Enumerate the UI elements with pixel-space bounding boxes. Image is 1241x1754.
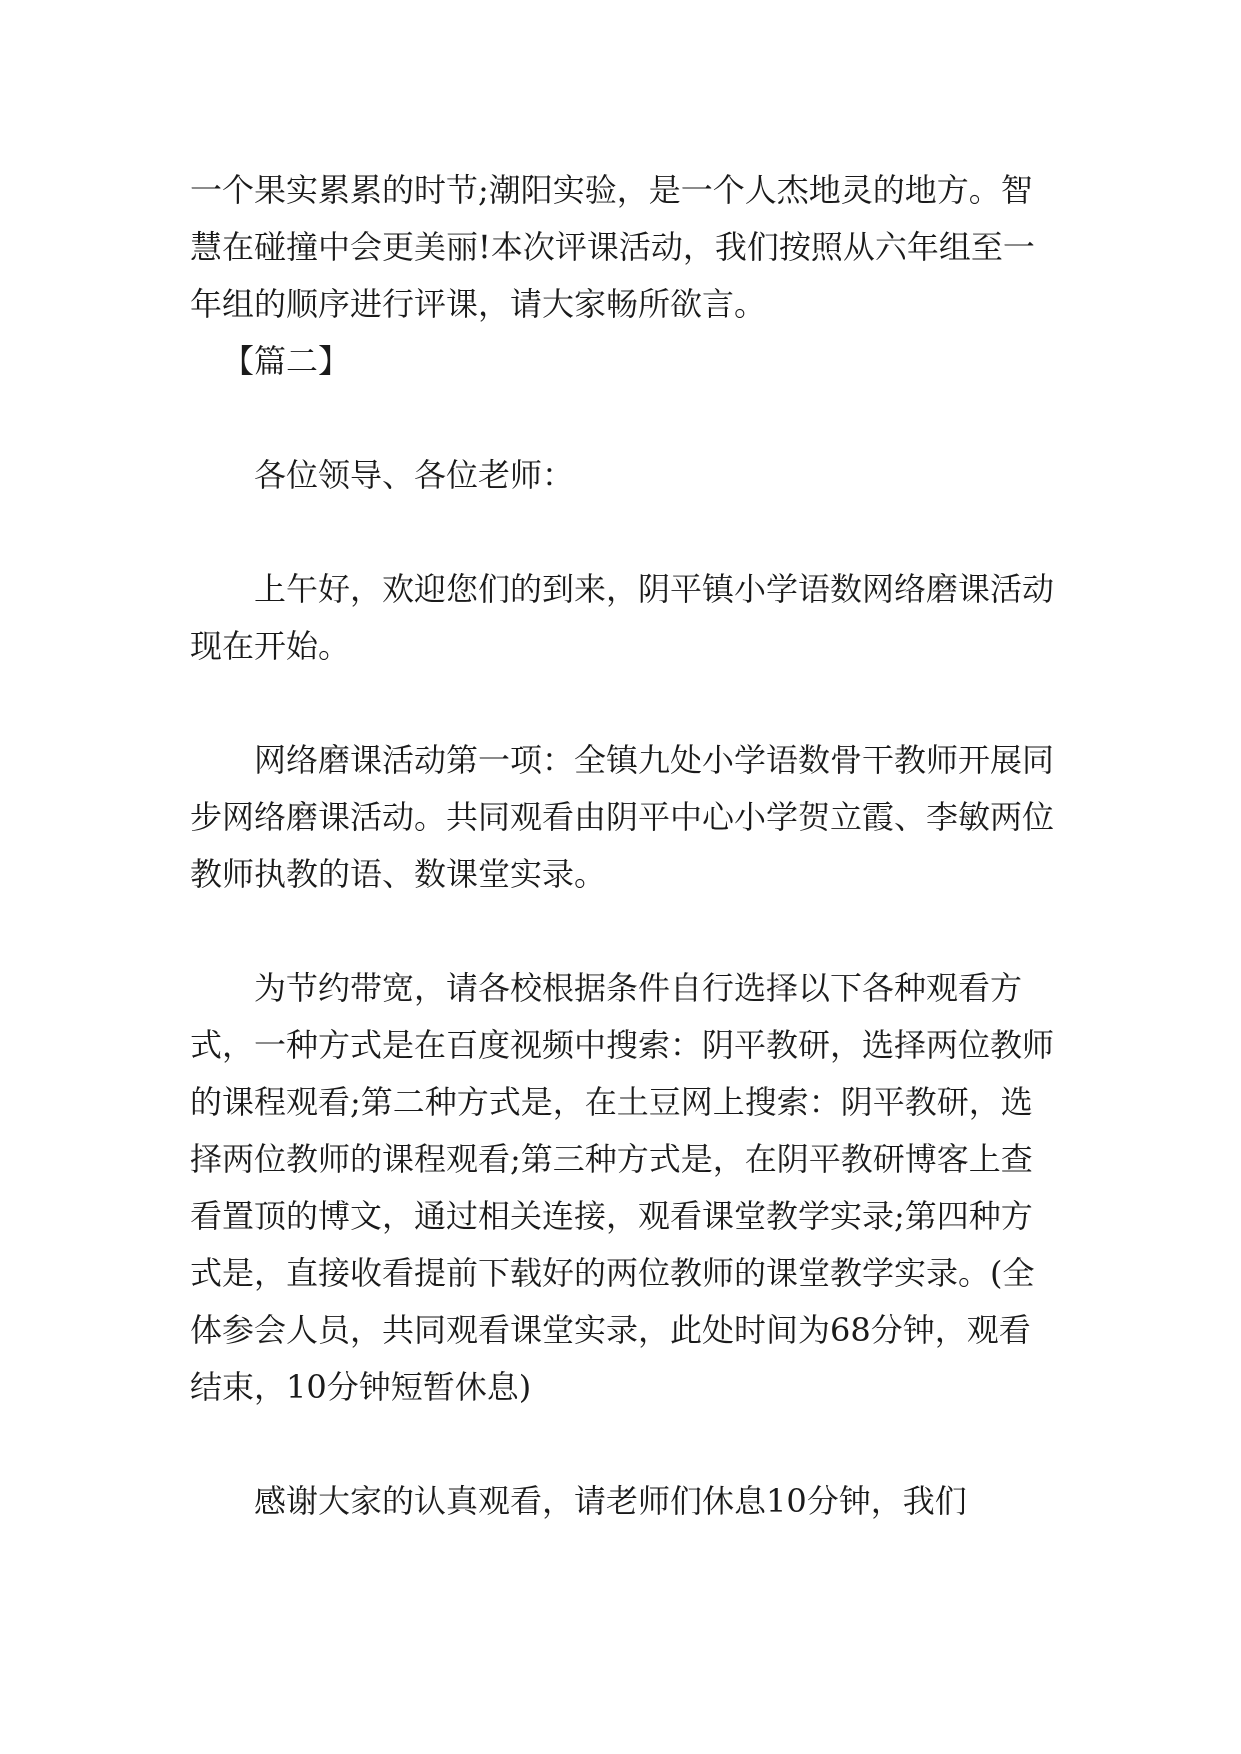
paragraph-viewing-methods: 为节约带宽，请各校根据条件自行选择以下各种观看方式，一种方式是在百度视频中搜索：阴平教研，选择两位教师的课程观看;第二种方式是，在土豆网上搜索：阴平教研，选择两位教师的课程观看;第三种方式是，在阴平教研博客上查看置顶的博文，通过相关连接，观看课堂教学实录;第四种方式是，直接收看提前下载好的两位教师的课堂教学实录。(全体参会人员，共同观看课堂实录，此处时间为68分钟，观看结束，10分钟短暂休息) — [190, 969, 1055, 1406]
continuation-paragraph: 一个果实累累的时节;潮阳实验，是一个人杰地灵的地方。智慧在碰撞中会更美丽!本次评课活动，我们按照从六年组至一年组的顺序进行评课，请大家畅所欲言。 — [190, 171, 1035, 323]
blank-line — [190, 903, 1062, 960]
section-heading: 【篇二】 — [222, 342, 351, 380]
paragraph-closing: 感谢大家的认真观看，请老师们休息10分钟，我们 — [254, 1482, 967, 1520]
paragraph-opening: 上午好，欢迎您们的到来，阴平镇小学语数网络磨课活动现在开始。 — [190, 570, 1055, 665]
salutation: 各位领导、各位老师： — [254, 456, 575, 494]
blank-line — [190, 390, 1062, 447]
document-body — [190, 162, 1062, 1530]
blank-line — [190, 675, 1062, 732]
blank-line — [190, 1416, 1062, 1473]
blank-line — [190, 504, 1062, 561]
paragraph-item-one: 网络磨课活动第一项：全镇九处小学语数骨干教师开展同步网络磨课活动。共同观看由阴平中心小学贺立霞、李敏两位教师执教的语、数课堂实录。 — [190, 741, 1055, 893]
